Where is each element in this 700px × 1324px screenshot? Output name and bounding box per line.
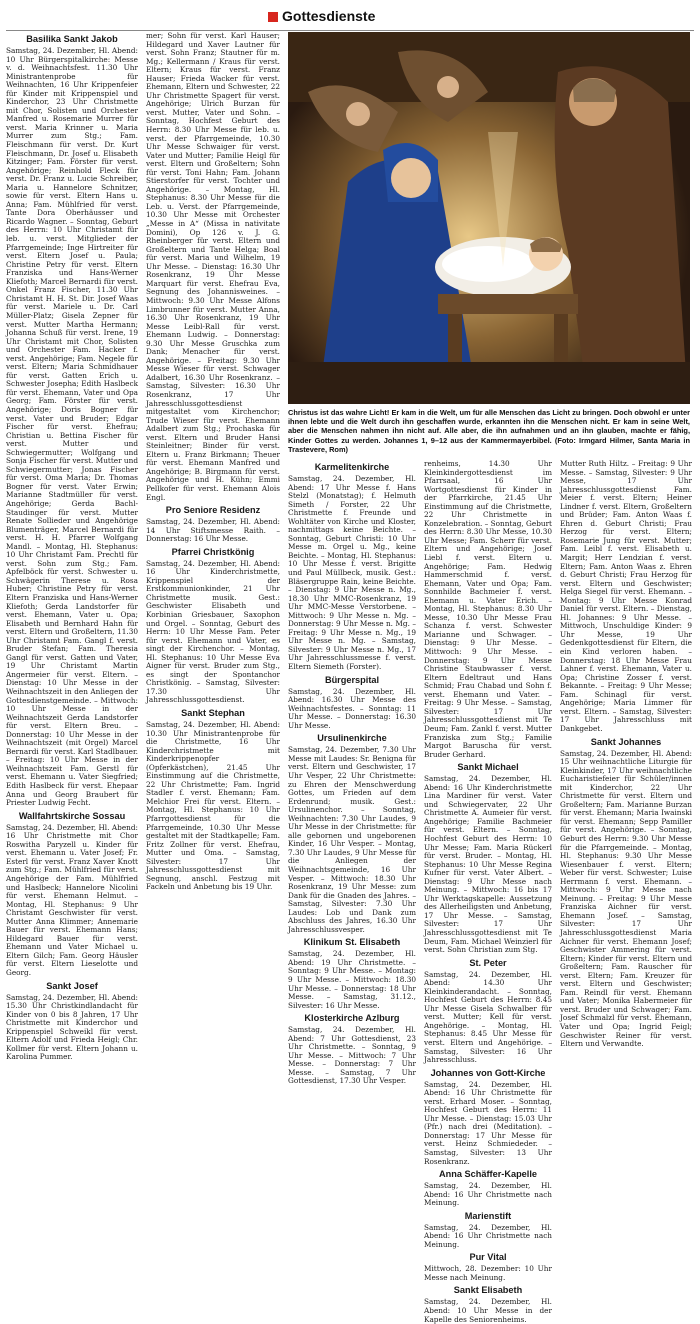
service-listing: renheims, 14.30 Uhr Kleinkindergottesdienst im Pfarrsaal, 16 Uhr Wortgottesdienst für Kinder in der Pfarrkirche, 21.45 Uhr Einstimmung auf die Christmette, 22 Uhr Christmette in Konzelebration. – Sonntag, Geburt des Herrn: 8.30 Uhr Messe, 10.30 Uhr Messe; Fam. Scherr für verst. Eltern und Angehörige; Josef Liebl f. verst. Eltern u. Angehörige; Fam. Hedwig Hammerschmid f. verst. Ehemann, Vater und Opa; Fam. Sonnhilde Bachmeier f. verst. Ehemann u. Vater Erich. – Montag, Hl. Stephanus: 8.30 Uhr Messe, 10.30 Uhr Messe Frau Schanza f. verst. Schwester Marianne und Schwager. – Dienstag: 9 Uhr Messe. – Mittwoch: 9 Uhr Messe. – Donnerstag: 9 Uhr Messe Christine Staubwasser f. verst. Eltern Edeltraut und Hans Schmid; Frau Chabad und Sohn f. verst. Ehemann und Vater. – Freitag: 9 Uhr Messe. – Samstag, Silvester: 17 Uhr Jahresschlussgottesdienst mit Te Deum; Fam. Zankl f. verst. Mutter Franziska zum Stg.; Familie Margot Baruscha für verst. Bruder Gerhard.	[424, 459, 552, 759]
church-title: Marienstift	[464, 1210, 512, 1221]
church-section	[424, 1169, 552, 1208]
church-section	[424, 958, 552, 1065]
church-section	[288, 733, 416, 934]
service-listing: Samstag, 24. Dezember, Hl. Abend: 14 Uhr Stiftsmesse Raith. – Donnerstag: 16 Uhr Messe.	[146, 517, 280, 544]
church-title: Pfarrei Christkönig	[171, 546, 255, 557]
photo-credit: (Foto: Irmgard Hilmer, Santa Maria in Trastevere, Rom)	[288, 435, 690, 454]
service-listing: Samstag, 24. Dezember, Hl. Abend: 7 Uhr Gottesdienst, 23 Uhr Christmette. – Sonntag, 9 Uhr Messe. – Mittwoch: 7 Uhr Messe. – Donnerstag: 7 Uhr Messe. – Samstag, 7 Uhr Gottesdienst, 17.30 Uhr Vesper.	[288, 1025, 416, 1086]
service-listing: Samstag, 24. Dezember, Hl. Abend: 10.30 Uhr Ministrantenprobe für die Christmette, 16 Uhr Kinderchristmette mit Kinderkrippenopfer (Opferkästchen), 21.45 Uhr Einstimmung auf die Christmette, 22 Uhr Christmette; Fam. Ingrid Stadler f. verst. Ehemann; Fam. Melchior Frei für verst. Eltern. – Montag, Hl. Stephanus: 10 Uhr Pfarrgottesdienst für die Pfarrgemeinde, 10.30 Uhr Messe gestaltet mit der Stadtkapelle; Fam. Fritz Zollner für verst. Ehefrau, Mutter und Oma. – Samstag, Silvester: 17 Uhr Jahresschlussgottesdienst mit Segnung, anschl. Festzug mit Fackeln und Anbetung bis 19 Uhr.	[146, 720, 280, 892]
church-section	[6, 34, 138, 808]
church-section	[288, 937, 416, 1010]
church-section	[288, 675, 416, 731]
church-section	[146, 547, 280, 705]
church-section	[424, 1068, 552, 1166]
church-title: Ursulinenkirche	[317, 733, 387, 744]
photo-caption	[288, 408, 690, 454]
service-listing: Samstag, 24. Dezember, Hl. Abend: 10 Uhr Messe in der Kapelle des Seniorenheims.	[424, 1297, 552, 1324]
church-section	[146, 32, 280, 502]
church-title: Johannes von Gott-Kirche	[430, 1067, 546, 1078]
service-listing: Samstag, 24. Dezember, Hl. Abend: 16 Uhr Christmette mit Chor Roswitha Paryzell u. Kinder für verst. Ehemann u. Vater Josef; Fr. Esterl für verst. Franz Xaver Knott zum Stg.; Fam. Mühlfried für verst. Angehörige der Fam. Mühlfried und Haslbeck; Hannelore Nicolini für verst. Ehemann Helmut. – Montag, Hl. Stephanus: 9 Uhr Christamt Geschwister für verst. Mutter Anna Klimmer; Annemarie Bauer für verst. Ehemann Hans; Hildegard Bauer für verst. Ehemann und Vater Michael u. Eltern Gilch; Fam. Georg Häusler für verst. Eltern Lieselotte und Georg.	[6, 822, 138, 977]
section-title: Gottesdienste	[282, 8, 376, 24]
section-header	[6, 6, 694, 31]
service-listing: Mutter Ruth Hiltz. – Freitag: 9 Uhr Messe. – Samstag, Silvester: 9 Uhr Messe, 17 Uhr Jahresschlussgottesdienst Fam. Meier f. verst. Eltern; Heiner Lindner f. verst. Eltern, Großeltern und Brüder; Fam. Anton Waas f. Ehren d. Geburt Christi; Frau Herzog für verst. Eltern; Rosemarie Jung für verst. Mutter; Fam. Leibl f. verst. Elisabeth u. Margit; Herr Lendzian f. verst. Eltern; Fam. Anton Waas z. Ehren d. Geburt Christi; Frau Herzog für verst. Eltern und Geschwister; Helga Siegel für verst. Ehemann. – Montag: 9 Uhr Messe Konrad Daniel für verst. Eltern. – Dienstag, Hl. Johannes: 9 Uhr Messe. – Mittwoch, Unschuldige Kinder: 9 Uhr Messe, 19 Uhr Gedenkgottesdienst für Eltern, die ein Kind verloren haben. – Donnerstag: 18 Uhr Messe Frau Lahner f. verst. Ehemann, Vater u. Opa; Christine Zosser f. verst. Bekannte. – Freitag: 9 Uhr Messe; Fam. Schinagl für verst. Angehörige; Maria Limmer für verst. Eltern. – Samstag, Silvester: 17 Uhr Jahresschluss mit Dankgebet.	[560, 459, 692, 733]
church-title: St. Peter	[469, 957, 507, 968]
section-marker-square	[268, 12, 278, 22]
service-listing: Samstag, 24. Dezember, Hl. Abend: 15.30 Uhr Christkindlandacht für Kinder von 0 bis 8 Jahren, 17 Uhr Christmette mit Kinderchor und Krippenspiel Schweikl für verst. Eltern Adolf und Frieda Heigl; Chr. Kollmer für verst. Eltern Johann u. Karolina Pummer.	[6, 992, 138, 1062]
church-title: Sankt Josef	[46, 980, 98, 991]
service-listing: Samstag, 24. Dezember, Hl. Abend: 16 Uhr Christmette nach Meinung.	[424, 1222, 552, 1249]
church-section	[424, 1211, 552, 1250]
church-title: Wallfahrtskirche Sossau	[18, 810, 126, 821]
column-2	[146, 32, 280, 1018]
church-title: Klosterkirche Azlburg	[304, 1013, 400, 1024]
church-title: Sankt Johannes	[590, 736, 662, 747]
column-4	[424, 459, 552, 1324]
church-title: Sankt Michael	[457, 762, 519, 773]
nativity-mosaic-illustration	[288, 32, 690, 404]
column-1	[6, 32, 138, 1062]
church-title: Basilika Sankt Jakob	[26, 34, 118, 44]
service-listing: mer; Sohn für verst. Karl Hauser; Hildegard und Xaver Lautner für verst. Sohn Franz; Stautner für m. Mg.; Kellermann / Kraus für verst. Eltern; Kraus für verst. Franz Hauser; Frieda Wacker für verst. Ehemann, Eltern und Schwester, 22 Uhr Christmette Spagert für verst. Angehörige; Ulrich Burzan für verst. Mutter, Vater und Sohn. – Sonntag, Hochfest Geburt des Herrn: 8.30 Uhr Messe für leb. u. verst. der Pfarrgemeinde, 10.30 Uhr Messe Schwaiger für verst. Vater und Mutter; Familie Heigl für verst. Eltern und Großeltern; Sohn für verst. Toni Hahn; Fam. Johann Stierstorfer für verst. Tochter und Angehörige. – Montag, Hl. Stephanus: 8.30 Uhr Messe für die Leb. u. Verst. der Pfarrgemeinde, 10.30 Uhr Messe mit Orchester „Messe in A“ (Missa in nativitate Domini), Op 126 v. J. G. Rheinberger für verst. Eltern und Großeltern und Tante Helga; Boal für verst. Maria und Wilhelm, 19 Uhr Messe. – Dienstag: 16.30 Uhr Rosenkranz, 19 Uhr Messe Marquart für verst. Ehefrau Eva, Segnung des Johannisweines. – Mittwoch: 9.30 Uhr Messe Alfons Limbrunner für verst. Mutter Anna, 16.30 Uhr Rosenkranz, 19 Uhr Messe Leibl-Rall für verst. Ehemann Ludwig. – Donnerstag: 9.30 Uhr Messe Gruschka zum Dank; Menacher für verst. Angehörige. – Freitag: 9.30 Uhr Messe Wieser für verst. Schwager Adalbert, 16.30 Uhr Rosenkranz. – Samstag, Silvester: 16.30 Uhr Rosenkranz, 17 Uhr Jahresschlussgottesdienst mitgestaltet vom Kirchenchor; Trude Wieser für verst. Ehemann Adalbert zum Stg.; Prochaska für verst. Eltern und Bruder Hansi Steinleitner; Binder für verst. Eltern u. Franz Birkmann; Theuer für verst. Ehemann Manfred und Angehörige; B. Birgmann für verst. Angehörige und H. Kühn; Emmi Pellkofer für verst. Ehemann Alois Engl.	[146, 31, 280, 502]
service-listing: Samstag, 24. Dezember, 7.30 Uhr Messe mit Laudes: Sr. Benigna für verst. Eltern und Geschwister, 17 Uhr Vesper, 22 Uhr Christmette: zu Ehren der Menschwerdung Gottes, um Frieden auf dem Erdenrund; musik. Gest.: Ursulinenchor. – Sonntag, Weihnachten: 7.30 Uhr Laudes, 9 Uhr Messe in der Christmette: für alle gebornen und ungeborenen Kinder, 16 Uhr Vesper. – Montag, 7.30 Uhr Laudes, 9 Uhr Messe für die Anliegen der Weihnachtsgemeinde, 16 Uhr Vesper. – Mittwoch: 18.30 Uhr Rosenkranz, 19 Uhr Messe: zum Dank für die Gnaden des Jahres. – Samstag, Silvester: 7.30 Uhr Laudes: Lob und Dank zum Abschluss des Jahres, 16.30 Uhr Jahresschlussvesper.	[288, 745, 416, 934]
church-title: Bürgerspital	[324, 674, 380, 685]
church-section	[424, 1285, 552, 1324]
church-section	[288, 1013, 416, 1086]
church-section	[146, 708, 280, 892]
service-listing: Samstag, 24. Dezember, Hl. Abend: 19 Uhr Christmette. – Sonntag: 9 Uhr Messe. – Montag: 9 Uhr Messe. – Mittwoch: 18.30 Uhr Messe. – Donnerstag: 18 Uhr Messe. – Samstag, 31.12., Silvester: 16 Uhr Messe.	[288, 949, 416, 1010]
church-title: Klinikum St. Elisabeth	[303, 937, 401, 948]
column-5	[560, 459, 692, 1049]
church-title: Pro Seniore Residenz	[165, 505, 261, 516]
church-section	[560, 460, 692, 734]
church-section	[6, 981, 138, 1062]
church-title: Pur Vital	[469, 1252, 507, 1263]
church-title: Sankt Stephan	[181, 708, 245, 719]
church-section	[6, 811, 138, 978]
service-listing: Samstag, 24. Dezember, Hl. Abend: 15 Uhr weihnachtliche Liturgie für Kleinkinder, 17 Uhr weihnachtliche Eucharistiefeier für Schüler/innen mit Kinderchor, 22 Uhr Christmette für verst. Eltern und Großeltern; Fam. Marianne Burzan für verst. Ehemann; Maria Iwainski für verst. Ehemann; Sepp Pamiller für verst. Angehörige. – Sonntag, Geburt des Herrn: 9.30 Uhr Messe für die Pfarrgemeinde. – Montag, Hl. Stephanus: 9.30 Uhr Messe Wiesenbauer f. verst. Eltern; Weber für verst. Schwester; Luise Herrmann f. verst. Ehemann. – Mittwoch: 9 Uhr Messe nach Meinung. – Freitag: 9 Uhr Messe Franziska Aichner für verst. Ehemann Josef. – Samstag, Silvester: 17 Uhr Jahresschlussgottesdienst Maria Aichner für verst. Ehemann Josef; Geschwister Ammering für verst. Eltern; Kinder für verst. Eltern und Großeltern; Fam. Rauscher für verst. Eltern; Fam. Kreuzer für verst. Eltern und Geschwister; Fam. Reindl für verst. Ehemann und Vater; Monika Habermeier für verst. Bruder und Schwager; Fam. Josef Schmalzl für verst. Ehemann, Vater und Opa; Ingrid Feigl; Geschwister Reiner für verst. Eltern und Verwandte.	[560, 748, 692, 1049]
church-title: Anna Schäffer-Kapelle	[438, 1169, 538, 1180]
nativity-photo	[288, 32, 690, 404]
service-listing: Samstag, 24. Dezember, Hl. Abend: 17 Uhr Messe f. Hans Stelzl (Monatstag); f. Helmuth Simeth / Forster, 22 Uhr Christmette f. Freunde und Wohltäter von Kirche und Kloster, nachmittags keine Beichte. – Sonntag, Geburt Christi: 10 Uhr Messe m. Orgel u. Mg., keine Beichte. – Montag, Hl. Stephanus: 10 Uhr Messe f. verst. Brigitte und Paul Müllbeck, musik. Gest.: Bläsergruppe Rain, keine Beichte. – Dienstag: 9 Uhr Messe n. Mg., 18.30 Uhr MMC-Rosenkranz, 19 Uhr MMC-Messe Verstorbene. – Mittwoch: 9 Uhr Messe n. Mg. – Donnerstag: 9 Uhr Messe n. Mg. – Freitag: 9 Uhr Messe n. Mg., 19 Uhr Messe n. Mg. – Samstag, Silvester: 9 Uhr Messe n. Mg., 17 Uhr Jahresschlussmesse f. verst. Eltern Siemeth (Forster).	[288, 474, 416, 672]
church-section	[424, 1252, 552, 1282]
church-section	[560, 737, 692, 1049]
column-3	[288, 460, 416, 1086]
church-section	[424, 460, 552, 759]
church-section	[288, 462, 416, 672]
service-listing: Samstag, 24. Dezember, Hl. Abend: 16.30 Uhr Messe des Weihnachtsfestes. – Sonntag: 11 Uhr Messe. – Donnerstag: 16.30 Uhr Messe.	[288, 686, 416, 730]
church-title: Karmelitenkirche	[314, 462, 390, 472]
service-listing: Samstag, 24. Dezember, Hl. Abend: 10 Uhr Bürgerspitalkirche: Messe v. d. Weihnachtsfest. 11.30 Uhr Ministrantenprobe für Weihnachten, 16 Uhr Krippenfeier für Kinder mit Krippenspiel und Kinderchor, 23 Uhr Christmette mit Chor, Solisten und Orchester Manfred u. Rosemarie Murrer für verst. Maria Krinner u. Maria Murrer zum Stg.; Fam. Fleischmann für verst. Dr. Kurt Fleischmann, Dr. Josef u. Elisabeth Kitzinger; Fam. Förster für verst. Angehörige; Reinhold Fleck für verst. Dr. Franz u. Lucie Schreiber, Maria u. Hannelore Schnitzer, sowie für verst. Eltern Hans u. Anna; Fam. Mühlfried für verst. Tante Dora Oberhäusser und Ricardo Wagner. – Sonntag, Geburt des Herrn: 10 Uhr Christamt für leb. u. verst. Mitglieder der Pfarrgemeinde; Inge Hirtreiter für verst. Eltern Josef u. Paula; Christine Petry für verst. Eltern Franziska und Hans-Werner Kliefoth; Marcel Bernardi für verst. Onkel Franz Fischer, 11.30 Uhr Christamt H. H. St. Dir. Josef Waas für verst. Mariele u. Dr. Carl Müller-Platz; Gisela Zepner für verst. Mutter Martha Hermann; Johanna Schuß für verst. Irene, 19 Uhr Christamt mit Chor, Solisten und Orchester Fam. Hacker f. verst. Angehörige; Fam. Negele für verst. Eltern; Maria Schmidhauer für verst. Gatten Erich u. Schwester Josepha; Edith Haslbeck für verst. Ehemann, Vater und Opa Georg; Fam. Förster für verst. Angehörige; Doris Bogner für verst. Vater und Bruder; Edgar Fischer für verst. Ehefrau; Christian u. Bettina Fischer für verst. Mutter und Schwiegermutter; Wolfgang und Sonja Fischer für verst. Mutter und Schwiegermutter; Jonas Fischer für verst. Oma Maria; Dr. Thomas Bogner für verst. Vater Erwin; Marianne Stadtmüller für verst. Angehörige; Gerda Bachl-Staudinger für verst. Mutter Renate Sollieder und Angehörige Blumenträger, Marcel Bernardi für verst. H. H. Pfarrer Wolfgang Mandl. – Montag, Hl. Stephanus: 10 Uhr Christamt Fam. Prechtl für verst. Sohn zum Stg.; Fam. Apfelböck für verst. Schwester u. Schwägerin Therese u. Rosa Huber; Christine Petry für verst. Eltern Franziska und Hans-Werner Kliefoth; Gerda Landstorfer für verst. Ehemann, Vater u. Opa; Elisabeth und Bernhard Hahn für verst. Eltern und Großeltern, 11.30 Uhr Christamt Fam. Gangl f. verst. Bruder Stefan; Fam. Theresia Gangl für verst. Gatten und Vater, 19 Uhr Christamt Martin Angermeier für verst. Eltern. – Dienstag: 10 Uhr Messe in der Weihnachtszeit in den Anliegen der Gottesdienstgemeinde. – Mittwoch: 10 Uhr Messe in der Weihnachtszeit Gerda Landstorfer für verst. Eltern Breu. – Donnerstag: 10 Uhr Messe in der Weihnachtszeit (mit Orgel) Marcel Bernardi für verst. Karl Stadlbauer. – Freitag: 10 Uhr Messe in der Weihnachtszeit Fam. Gerstl für verst. Ehemann u. Vater Siegfried; Edith Haslbeck für verst. Ehepaar Anna und Georg Braubert für Priester Ludwig Fecht.	[6, 46, 138, 808]
church-title: Sankt Elisabeth	[453, 1285, 523, 1296]
church-section	[146, 505, 280, 544]
caption-text: Christus ist das wahre Licht! Er kam in die Welt, um für alle Menschen das Licht zu bringen. Doch obwohl er unter ihnen lebte und die Welt durch ihn geschaffen wurde, erkannten ihn die Menschen nicht. Er kam in seine Welt, aber die Menschen nahmen ihn nicht auf. Alle aber, die ihn aufnahmen und an ihn glauben, machte er fähig, Kinder Gottes zu werden. Johannes 1, 9–12 aus der Kammermayerbibel.	[288, 408, 690, 445]
service-listing: Mittwoch, 28. Dezember: 10 Uhr Messe nach Meinung.	[424, 1264, 552, 1282]
church-section	[424, 762, 552, 954]
service-listing: Samstag, 24. Dezember, Hl. Abend: 16 Uhr Kinderchristmette Lina Mardiner für verst. Vater und Schwiegervater, 22 Uhr Christmette A. Aumeier für verst. Angehörige; Familie Bachmeier für verst. Eltern. – Sonntag, Hochfest Geburt des Herrn: 10 Uhr Messe; Fam. Maria Rückerl für verst. Bruder. – Montag, Hl. Stephanus: 10 Uhr Messe Regina Kufner für verst. Vater Albert. – Dienstag: 9 Uhr Messe nach Meinung. – Mittwoch: 16 bis 17 Uhr Werktagskapelle: Aussetzung des Allerheiligsten und Anbetung, 17 Uhr Messe. – Samstag, Silvester: 17 Uhr Jahresschlussgottesdienst mit Te Deum, Fam. Michael Weinzierl für verst. Sohn Christian zum Stg.	[424, 774, 552, 955]
service-listing: Samstag, 24. Dezember, Hl. Abend: 16 Uhr Christmette nach Meinung.	[424, 1181, 552, 1208]
service-listing: Samstag, 24. Dezember, Hl. Abend: 14.30 Uhr Kleinkinderandacht. – Sonntag, Hochfest Geburt des Herrn: 8.45 Uhr Messe Gisela Schwalber für verst. Mutter; Kell für verst. Angehörige. – Montag, Hl. Stephanus: 8.45 Uhr Messe für verst. Eltern und Angehörige. – Samstag, Silvester: 16 Uhr Jahresschluss.	[424, 969, 552, 1065]
service-listing: Samstag, 24. Dezember, Hl. Abend: 16 Uhr Christmette für verst. Erhard Moser. – Sonntag, Hochfest Geburt des Herrn: 11 Uhr Messe. – Dienstag: 15.03 Uhr (Pfr.) nach drei (Meditation). – Donnerstag: 17 Uhr Messe für verst. Heinz Schmiededer. – Samstag, Silvester: 13 Uhr Rosenkranz.	[424, 1079, 552, 1166]
service-listing: Samstag, 24. Dezember, Hl. Abend: 16 Uhr Kinderchristmette, Krippenspiel der Erstkommunionkinder, 21 Uhr Christmette musik. Gest.: Geschwister Elisabeth und Korbinian Griesbauer, Saxophon und Orgel. – Sonntag, Geburt des Herrn: 10 Uhr Messe Fam. Peter für verst. Ehemann und Vater, es singt der Kirchenchor. – Montag, Hl. Stephanus: 10 Uhr Messe Eva Aigner für verst. Bruder zum Stg., es singt der Spontanchor Christkönig. – Samstag, Silvester: 17.30 Uhr Jahresschlussgottesdienst.	[146, 558, 280, 705]
